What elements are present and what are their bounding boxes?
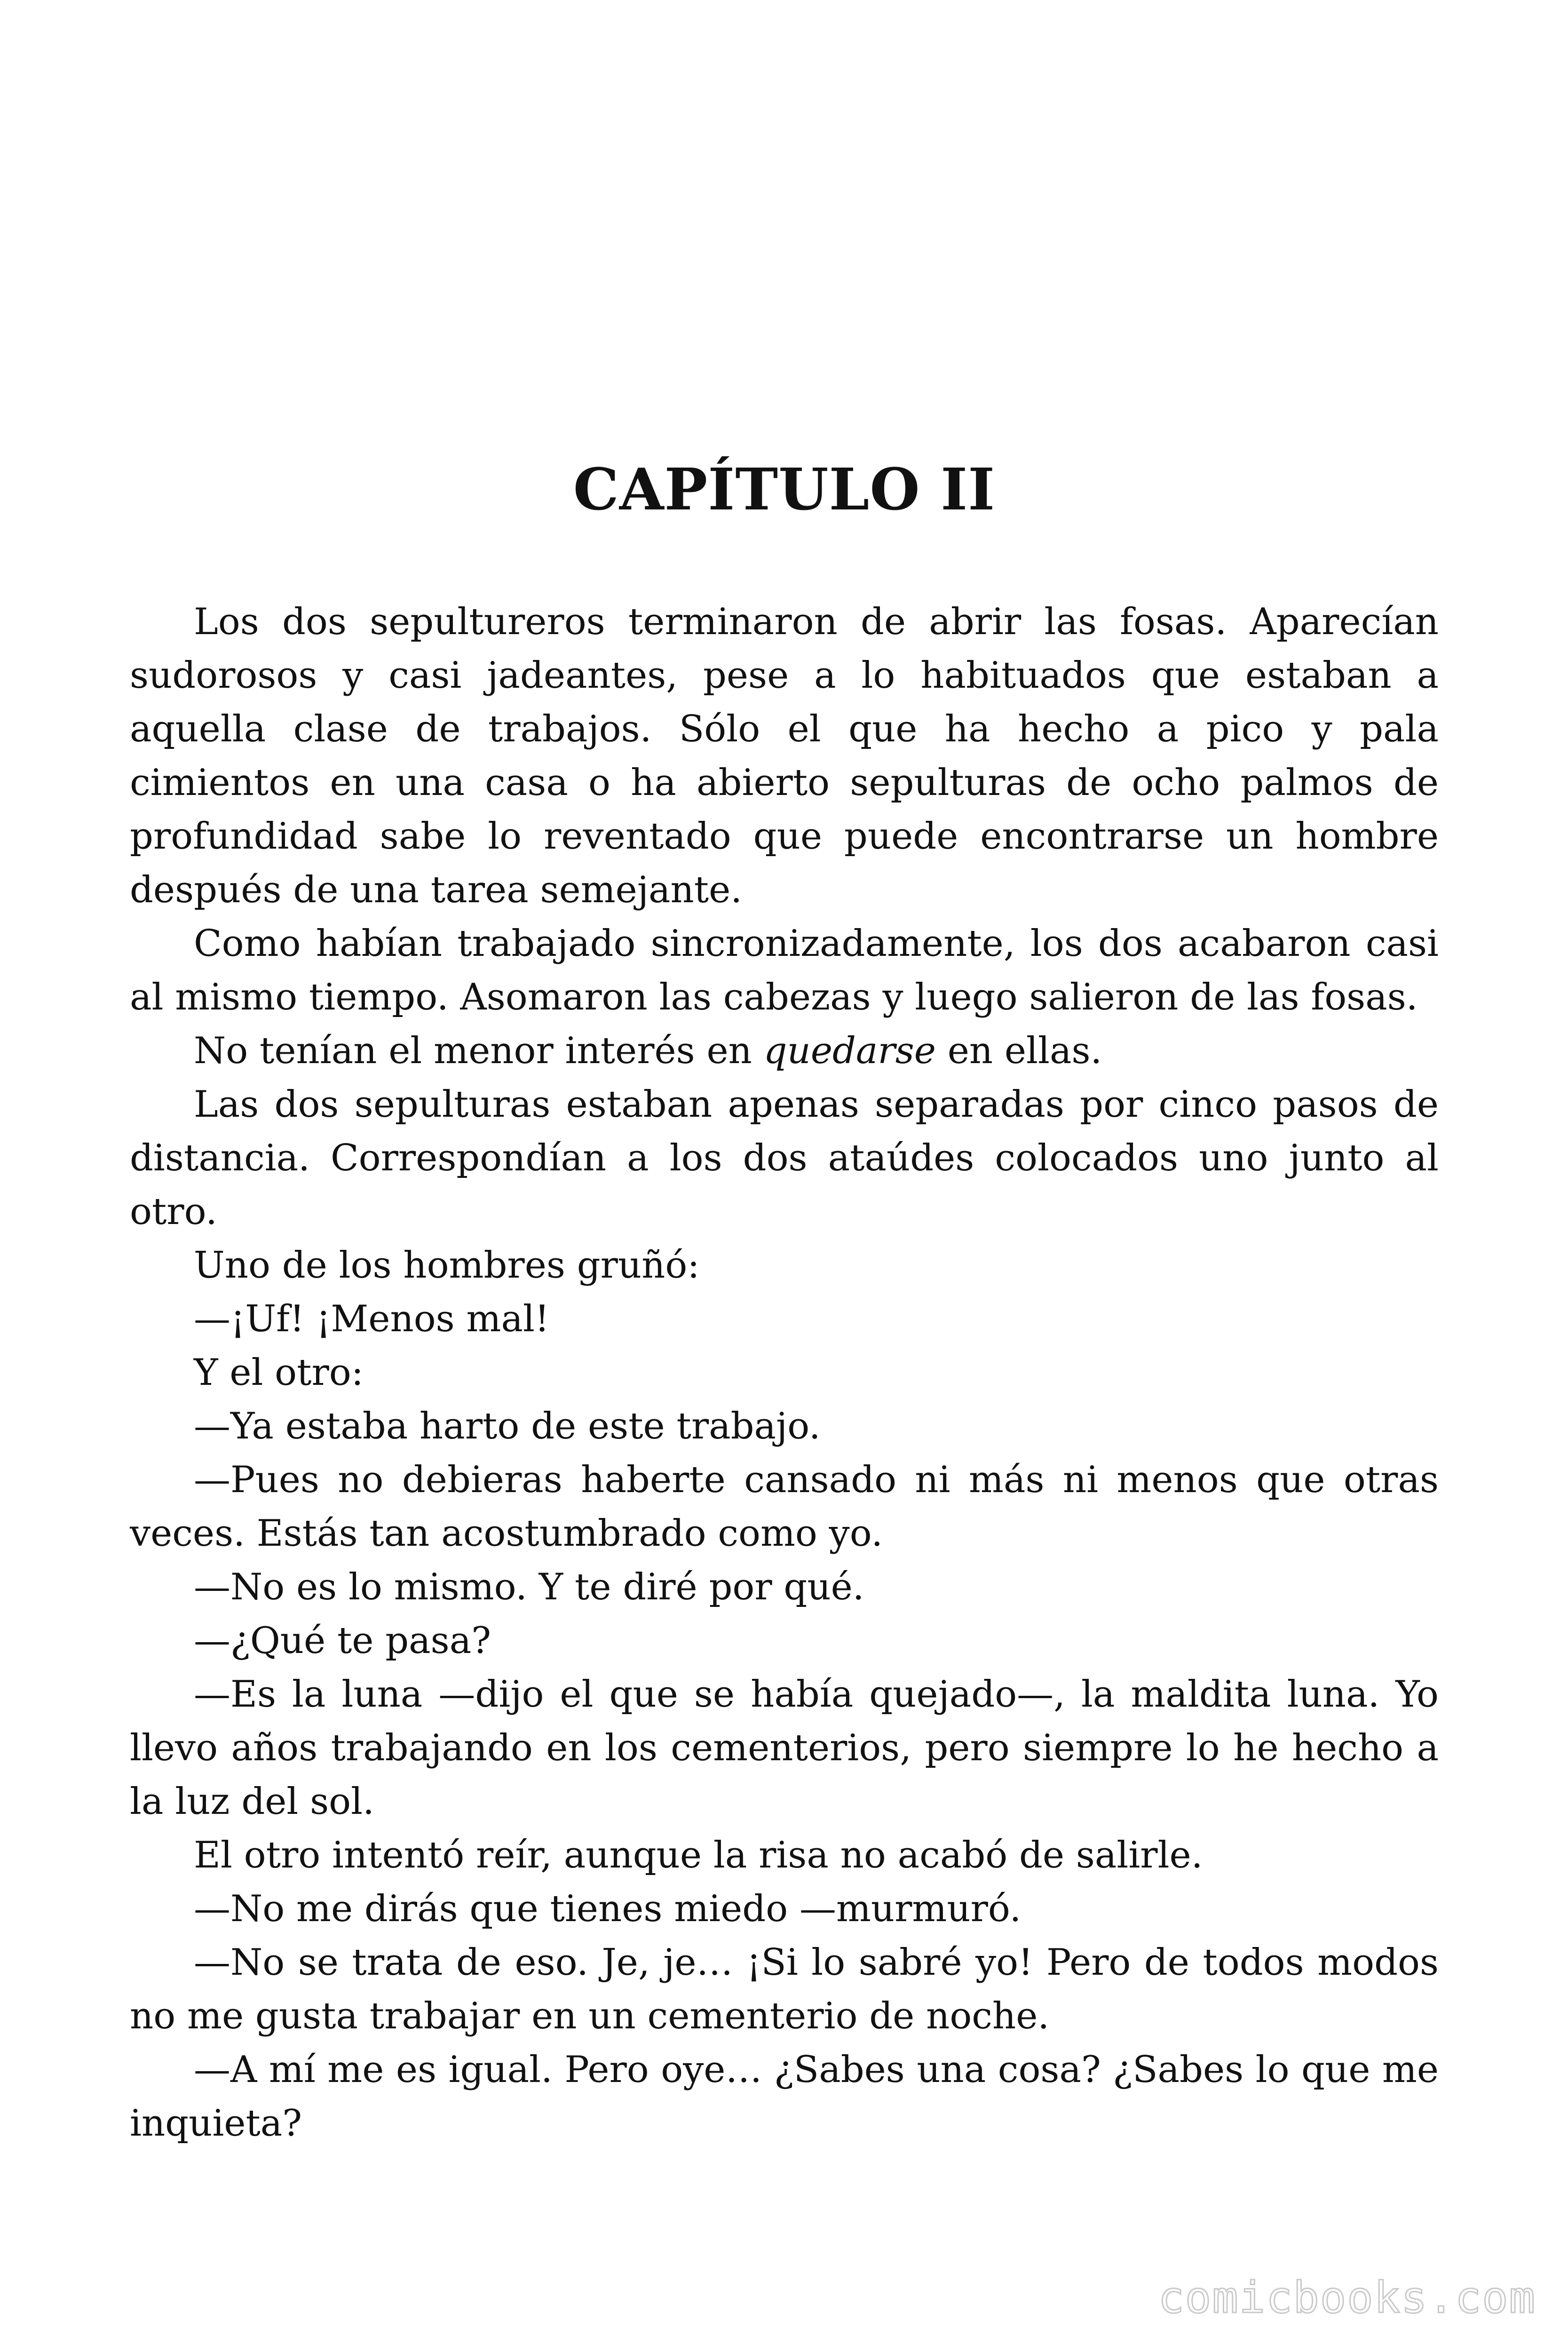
book-page <box>130 0 1439 2352</box>
watermark: comicbooks.com <box>1158 2273 1536 2323</box>
paragraph: —No me dirás que tienes miedo —murmuró. <box>194 1888 1022 1930</box>
paragraph: Y el otro: <box>194 1351 364 1394</box>
paragraph: —¿Qué te pasa? <box>194 1620 491 1662</box>
chapter-body <box>130 595 1439 2150</box>
paragraph: Como habían trabajado sincronizadamente, los dos acabaron casi al mismo tiempo. Asomaron las cabezas y luego salieron de las fosas. <box>130 922 1439 1018</box>
paragraph: Las dos sepulturas estaban apenas separadas por cinco pasos de distancia. Correspondían a los dos ataúdes colocados uno junto al otro. <box>130 1083 1439 1233</box>
paragraph: —No es lo mismo. Y te diré por qué. <box>194 1566 864 1608</box>
paragraph: —Ya estaba harto de este trabajo. <box>194 1405 821 1447</box>
paragraph: Los dos sepultureros terminaron de abrir las fosas. Aparecían sudorosos y casi jadeantes, pese a lo habituados que estaban a aquella clase de trabajos. Sólo el que ha hecho a pico y pala cimientos en una casa o ha abierto sepulturas de ocho palmos de profundidad sabe lo reventado que puede encontrarse un hombre después de una tarea semejante. <box>130 601 1439 911</box>
paragraph <box>130 1024 1439 1078</box>
paragraph: —Pues no debieras haberte cansado ni más ni menos que otras veces. Estás tan acostumbrado como yo. <box>130 1459 1439 1555</box>
paragraph-text: en ellas. <box>935 1030 1102 1072</box>
paragraph: El otro intentó reír, aunque la risa no acabó de salirle. <box>194 1834 1203 1876</box>
paragraph: —Es la luna —dijo el que se había quejado—, la maldita luna. Yo llevo años trabajando en los cementerios, pero siempre lo he hecho a la luz del sol. <box>130 1673 1439 1823</box>
paragraph: —No se trata de eso. Je, je… ¡Si lo sabré yo! Pero de todos modos no me gusta trabajar en un cementerio de noche. <box>130 1941 1439 2037</box>
paragraph: Uno de los hombres gruñó: <box>194 1244 700 1287</box>
paragraph: —A mí me es igual. Pero oye… ¿Sabes una cosa? ¿Sabes lo que me inquieta? <box>130 2049 1439 2145</box>
paragraph: —¡Uf! ¡Menos mal! <box>194 1298 550 1340</box>
emphasized-word: quedarse <box>763 1030 936 1072</box>
paragraph-text: No tenían el menor interés en <box>194 1030 764 1072</box>
chapter-title: CAPÍTULO II <box>573 455 996 523</box>
